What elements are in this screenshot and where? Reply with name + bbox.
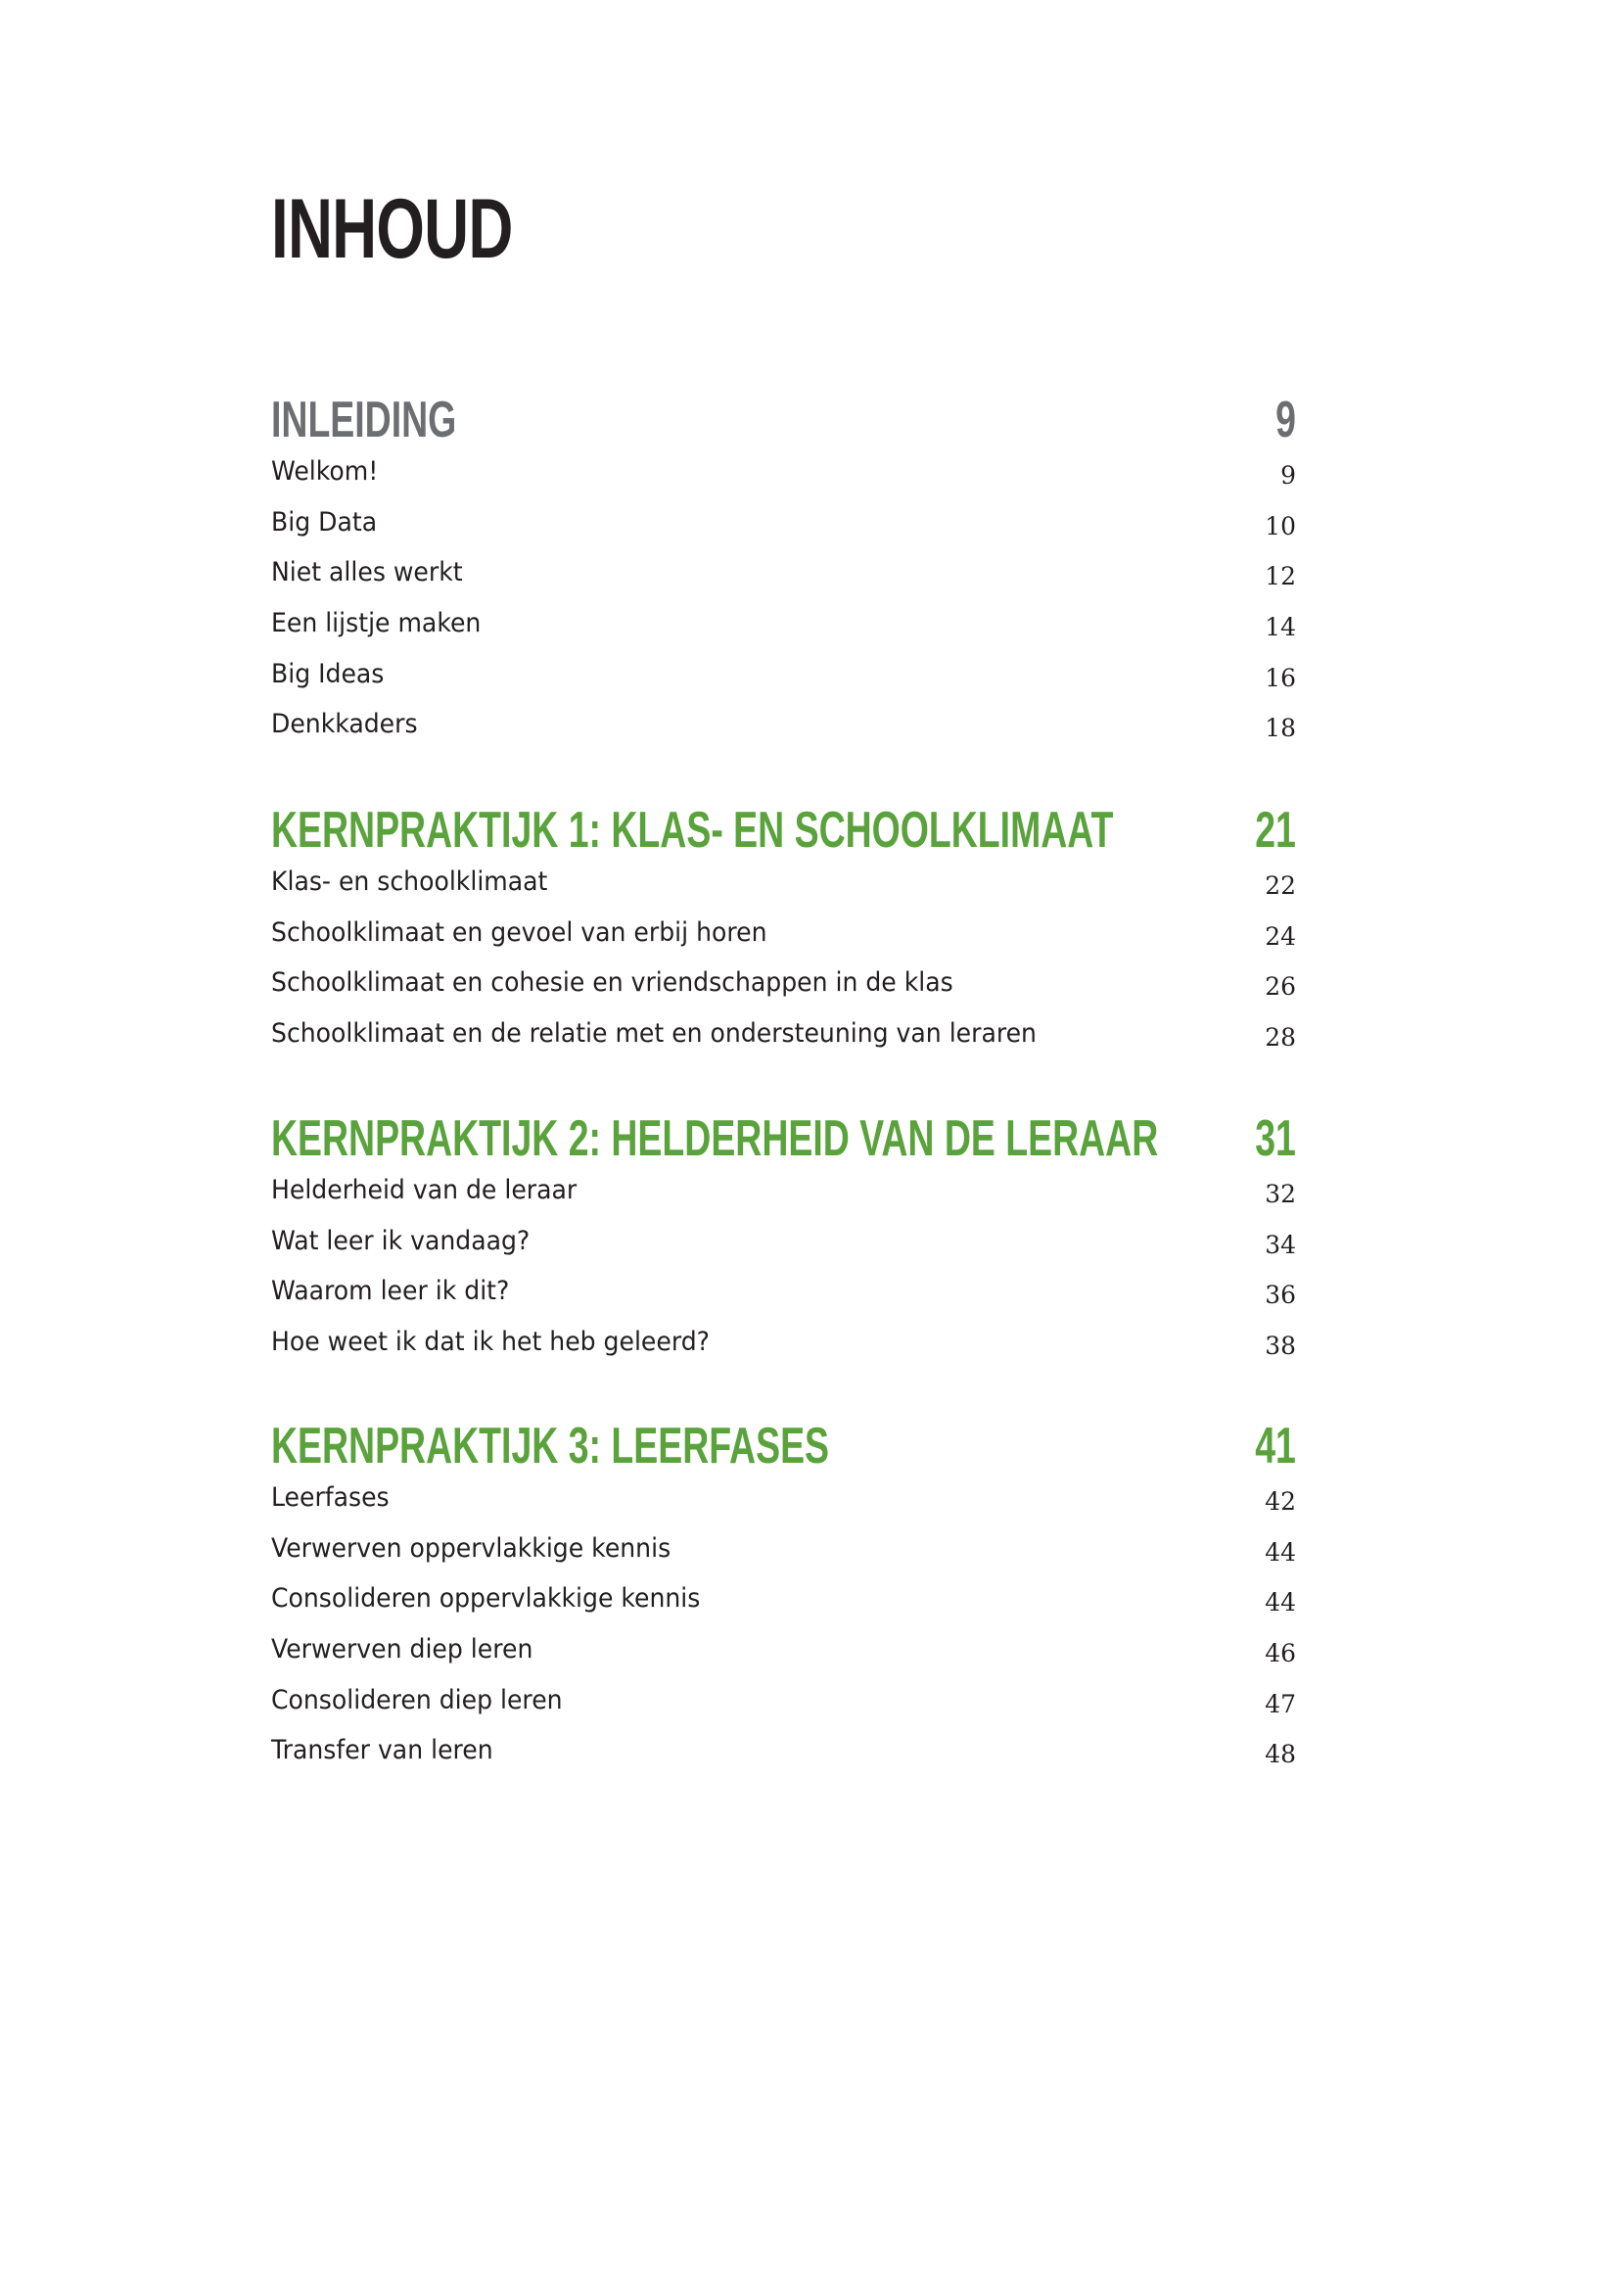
entry-page-number: 26 (1265, 972, 1296, 1002)
entry-label: Big Ideas (271, 658, 385, 689)
toc-entry[interactable] (271, 860, 1296, 911)
entry-label: Een lijstje maken (271, 608, 482, 639)
section-page-number: 41 (1255, 1418, 1296, 1475)
toc-entry[interactable] (271, 500, 1296, 551)
entry-page-number: 16 (1265, 663, 1296, 692)
toc-entry[interactable] (271, 601, 1296, 652)
toc-entry[interactable] (271, 1678, 1296, 1729)
section-title: KERNPRAKTIJK 1: KLAS- EN SCHOOLKLIMAAT (271, 802, 1114, 859)
toc-entry[interactable] (271, 1526, 1296, 1577)
toc-section-kernpraktijk-1 (271, 801, 1296, 1062)
toc-entry[interactable] (271, 1627, 1296, 1678)
entry-label: Niet alles werkt (271, 557, 463, 588)
toc-entry[interactable] (271, 1011, 1296, 1062)
entry-list (271, 1476, 1296, 1779)
entry-page-number: 38 (1265, 1332, 1296, 1361)
entry-page-number: 22 (1265, 871, 1296, 900)
entry-label: Hoe weet ik dat ik het heb geleerd? (271, 1327, 710, 1358)
entry-label: Schoolklimaat en gevoel van erbij horen (271, 916, 767, 948)
entry-label: Waarom leer ik dit? (271, 1276, 510, 1307)
toc-entry[interactable] (271, 1269, 1296, 1320)
section-page-number: 9 (1275, 392, 1296, 448)
section-page-number: 31 (1255, 1110, 1296, 1167)
toc-entry[interactable] (271, 702, 1296, 753)
entry-label: Denkkaders (271, 709, 418, 740)
toc-entry[interactable] (271, 1728, 1296, 1779)
toc-entry[interactable] (271, 1476, 1296, 1526)
toc-section-inleiding (271, 391, 1296, 753)
entry-page-number: 28 (1265, 1023, 1296, 1053)
section-heading (271, 1109, 1296, 1168)
section-title: INLEIDING (271, 392, 457, 448)
page-title: INHOUD (271, 182, 513, 276)
toc-section-kernpraktijk-3 (271, 1417, 1296, 1779)
section-heading (271, 391, 1296, 449)
toc-entry[interactable] (271, 1576, 1296, 1627)
section-heading (271, 801, 1296, 860)
entry-label: Consolideren oppervlakkige kennis (271, 1583, 701, 1615)
entry-page-number: 32 (1265, 1180, 1296, 1208)
section-title: KERNPRAKTIJK 2: HELDERHEID VAN DE LERAAR (271, 1110, 1159, 1167)
entry-page-number: 14 (1265, 613, 1296, 642)
entry-list (271, 860, 1296, 1062)
entry-page-number: 10 (1265, 511, 1296, 540)
entry-page-number: 44 (1265, 1588, 1296, 1617)
entry-list (271, 1168, 1296, 1371)
toc-entry[interactable] (271, 1320, 1296, 1371)
toc-entry[interactable] (271, 1168, 1296, 1219)
entry-label: Klas- en schoolklimaat (271, 867, 548, 897)
toc-entry[interactable] (271, 652, 1296, 703)
entry-page-number: 48 (1265, 1740, 1296, 1769)
section-title: KERNPRAKTIJK 3: LEERFASES (271, 1418, 830, 1475)
entry-page-number: 44 (1265, 1537, 1296, 1567)
toc-section-kernpraktijk-2 (271, 1109, 1296, 1371)
entry-page-number: 36 (1265, 1281, 1296, 1310)
section-page-number: 21 (1255, 802, 1296, 859)
entry-label: Transfer van leren (271, 1735, 493, 1766)
entry-page-number: 34 (1265, 1230, 1296, 1259)
entry-label: Schoolklimaat en cohesie en vriendschappen in de klas (271, 967, 953, 999)
entry-page-number: 18 (1265, 714, 1296, 743)
entry-page-number: 12 (1265, 562, 1296, 591)
entry-label: Leerfases (271, 1482, 390, 1513)
entry-page-number: 24 (1265, 921, 1296, 951)
section-heading (271, 1417, 1296, 1476)
toc-entry[interactable] (271, 449, 1296, 500)
entry-label: Consolideren diep leren (271, 1684, 563, 1715)
entry-label: Schoolklimaat en de relatie met en ondersteuning van leraren (271, 1018, 1037, 1050)
entry-label: Verwerven diep leren (271, 1634, 533, 1665)
toc-entry[interactable] (271, 550, 1296, 601)
entry-list (271, 449, 1296, 753)
entry-page-number: 42 (1265, 1487, 1296, 1516)
entry-page-number: 47 (1265, 1689, 1296, 1718)
entry-page-number: 9 (1280, 461, 1296, 490)
entry-label: Welkom! (271, 456, 379, 487)
toc-entry[interactable] (271, 911, 1296, 961)
entry-label: Big Data (271, 506, 378, 538)
toc-entry[interactable] (271, 1219, 1296, 1270)
entry-page-number: 46 (1265, 1639, 1296, 1668)
toc-entry[interactable] (271, 961, 1296, 1011)
entry-label: Wat leer ik vandaag? (271, 1225, 531, 1256)
entry-label: Helderheid van de leraar (271, 1175, 578, 1205)
entry-label: Verwerven oppervlakkige kennis (271, 1532, 671, 1564)
